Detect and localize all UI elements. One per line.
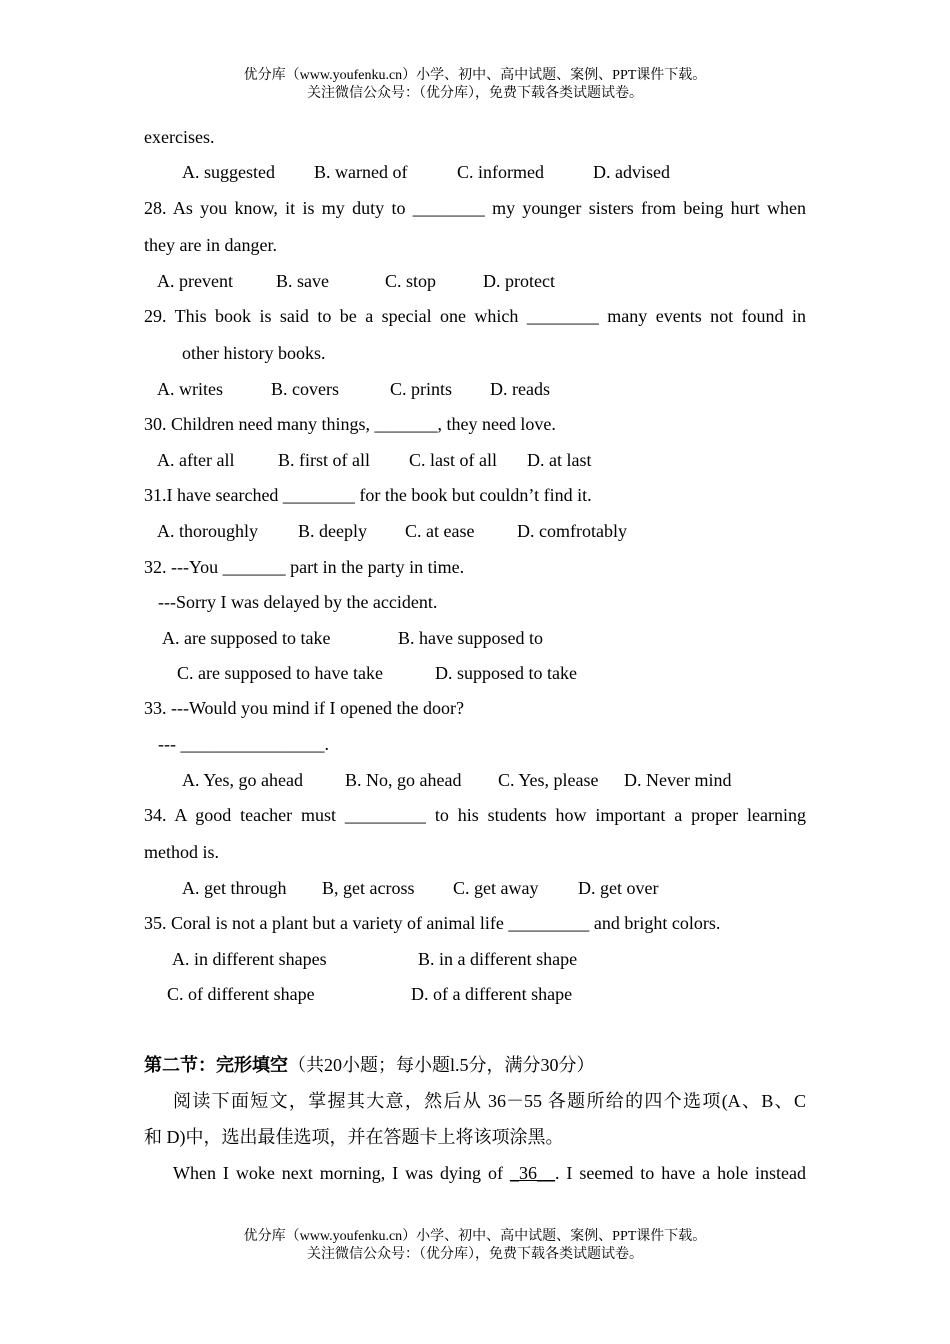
passage-text-pre: When I woke next morning, I was dying of [173, 1163, 510, 1183]
page-header [0, 67, 950, 103]
q27-tail: exercises. [144, 127, 215, 147]
q30-option-c: C. last of all [409, 450, 497, 470]
q35-option-b: B. in a different shape [418, 949, 578, 969]
section-instruction-1: 阅读下面短文，掌握其大意，然后从 36－55 各题所给的四个选项(A、B、C [173, 1091, 806, 1111]
q35-line-1: 35. Coral is not a plant but a variety of animal life _________ and bright colors. [144, 913, 721, 933]
passage-line-1 [173, 1162, 806, 1184]
q34-line-2: method is. [144, 842, 219, 862]
q33-option-d: D. Never mind [624, 770, 732, 790]
q27-option-c: C. informed [457, 162, 544, 182]
q34-option-d: D. get over [578, 878, 659, 898]
q31-line-1: 31.I have searched ________ for the book but couldn’t find it. [144, 485, 592, 505]
q28-option-d: D. protect [483, 271, 555, 291]
q34-option-a: A. get through [182, 878, 287, 898]
q34-line-1: 34. A good teacher must _________ to his students how important a proper learning [144, 805, 806, 825]
q29-option-d: D. reads [490, 379, 550, 399]
footer-line-1: 优分库（www.youfenku.cn）小学、初中、高中试题、案例、PPT课件下载。 [243, 1229, 707, 1244]
q32-option-a: A. are supposed to take [162, 628, 331, 648]
q35-option-d: D. of a different shape [411, 984, 573, 1004]
q29-line-1: 29. This book is said to be a special one which ________ many events not found in [144, 306, 806, 326]
q32-line-2: ---Sorry I was delayed by the accident. [158, 592, 438, 612]
passage-text-post: . I seemed to have a hole instead [554, 1163, 806, 1183]
q31-option-d: D. comfrotably [517, 521, 627, 541]
q28-line-2: they are in danger. [144, 235, 277, 255]
q32-line-1: 32. ---You _______ part in the party in time. [144, 557, 465, 577]
q29-option-c: C. prints [390, 379, 453, 399]
q32-option-d: D. supposed to take [435, 663, 577, 683]
page-footer [0, 1228, 950, 1264]
q28-option-a: A. prevent [157, 271, 233, 291]
q27-option-a: A. suggested [182, 162, 275, 182]
header-line-1: 优分库（www.youfenku.cn）小学、初中、高中试题、案例、PPT课件下载。 [243, 68, 707, 83]
q34-option-b: B, get across [322, 878, 415, 898]
q33-option-c: C. Yes, please [498, 770, 599, 790]
q32-option-c: C. are supposed to have take [177, 663, 383, 683]
section-instruction-2: 和 D)中，选出最佳选项，并在答题卡上将该项涂黑。 [144, 1127, 564, 1147]
q30-option-b: B. first of all [278, 450, 370, 470]
q27-option-b: B. warned of [314, 162, 408, 182]
q31-option-a: A. thoroughly [157, 521, 258, 541]
q27-option-d: D. advised [593, 162, 670, 182]
q28-option-b: B. save [276, 271, 329, 291]
q28-line-1: 28. As you know, it is my duty to ________ my younger sisters from being hurt when [144, 198, 806, 218]
section-note: （共20小题；每小题l.5分，满分30分） [288, 1055, 595, 1075]
header-line-2: 关注微信公众号：（优分库），免费下载各类试题试卷。 [307, 86, 643, 101]
q30-option-a: A. after all [157, 450, 235, 470]
footer-line-2: 关注微信公众号：（优分库），免费下载各类试题试卷。 [307, 1247, 643, 1262]
section-title [144, 1054, 595, 1076]
q29-line-2: other history books. [182, 343, 326, 363]
blank-36: _36__ [509, 1163, 555, 1183]
q31-option-c: C. at ease [405, 521, 475, 541]
q31-option-b: B. deeply [298, 521, 367, 541]
q32-option-b: B. have supposed to [398, 628, 543, 648]
q29-option-a: A. writes [157, 379, 223, 399]
section-title-bold: 第二节：完形填空 [144, 1055, 288, 1075]
q28-option-c: C. stop [385, 271, 437, 291]
q33-option-b: B. No, go ahead [345, 770, 462, 790]
q35-option-c: C. of different shape [167, 984, 315, 1004]
q30-line-1: 30. Children need many things, _______, they need love. [144, 414, 556, 434]
q34-option-c: C. get away [453, 878, 539, 898]
q29-option-b: B. covers [271, 379, 339, 399]
q33-line-2: --- ________________. [158, 734, 329, 754]
q33-line-1: 33. ---Would you mind if I opened the door? [144, 698, 464, 718]
q30-option-d: D. at last [527, 450, 592, 470]
q35-option-a: A. in different shapes [172, 949, 327, 969]
q33-option-a: A. Yes, go ahead [182, 770, 303, 790]
